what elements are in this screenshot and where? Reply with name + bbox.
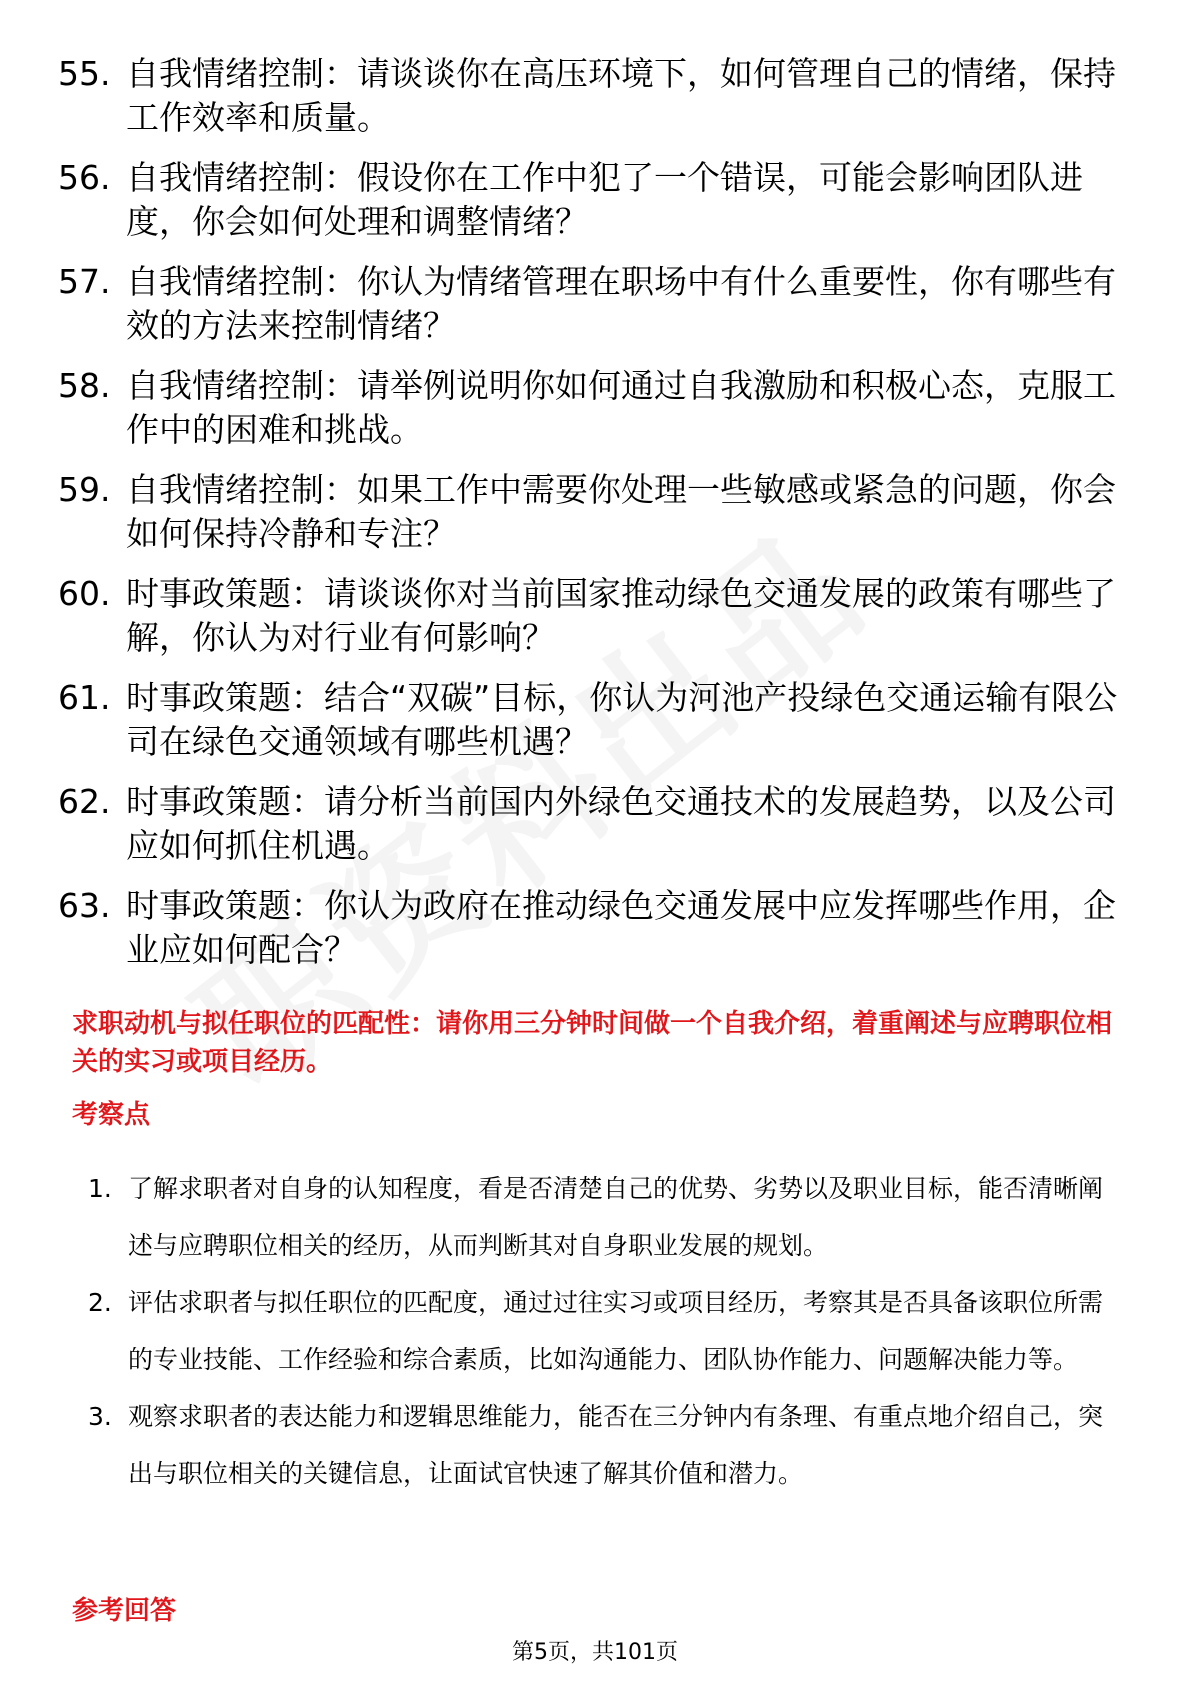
question-number: 62. xyxy=(58,782,111,821)
question-item xyxy=(58,364,1118,452)
question-number: 56. xyxy=(58,158,111,197)
page-footer: 第5页，共101页 xyxy=(512,1640,678,1665)
question-text: 时事政策题：结合“双碳”目标，你认为河池产投绿色交通运输有限公司在绿色交通领域有哪些机遇？ xyxy=(126,678,1118,761)
point-number: 3. xyxy=(88,1402,112,1431)
assessment-points-heading: 考察点 xyxy=(72,1100,151,1130)
question-text: 自我情绪控制：你认为情绪管理在职场中有什么重要性，你有哪些有效的方法来控制情绪？ xyxy=(126,262,1116,345)
assessment-point-item xyxy=(88,1274,1118,1388)
assessment-point-item xyxy=(88,1160,1118,1274)
question-number: 55. xyxy=(58,54,111,93)
question-number: 59. xyxy=(58,470,111,509)
section-heading: 求职动机与拟任职位的匹配性：请你用三分钟时间做一个自我介绍，着重阐述与应聘职位相关的实习或项目经历。 xyxy=(72,1009,1113,1077)
assessment-point-item xyxy=(88,1388,1118,1502)
question-item xyxy=(58,468,1118,556)
point-number: 2. xyxy=(88,1288,112,1317)
question-item xyxy=(58,676,1118,764)
question-item xyxy=(58,260,1118,348)
question-number: 58. xyxy=(58,366,111,405)
reference-answer-heading: 参考回答 xyxy=(72,1596,177,1626)
question-text: 自我情绪控制：假设你在工作中犯了一个错误，可能会影响团队进度，你会如何处理和调整情绪？ xyxy=(126,158,1083,241)
point-number: 1. xyxy=(88,1174,112,1203)
question-text: 自我情绪控制：请举例说明你如何通过自我激励和积极心态，克服工作中的困难和挑战。 xyxy=(126,366,1116,449)
point-text: 观察求职者的表达能力和逻辑思维能力，能否在三分钟内有条理、有重点地介绍自己，突出与职位相关的关键信息，让面试官快速了解其价值和潜力。 xyxy=(128,1402,1104,1488)
question-text: 时事政策题：你认为政府在推动绿色交通发展中应发挥哪些作用，企业应如何配合？ xyxy=(126,886,1116,969)
question-number: 57. xyxy=(58,262,111,301)
question-item xyxy=(58,52,1118,140)
question-number: 60. xyxy=(58,574,111,613)
question-item xyxy=(58,156,1118,244)
question-list xyxy=(58,52,1118,988)
point-text: 了解求职者对自身的认知程度，看是否清楚自己的优势、劣势以及职业目标，能否清晰阐述与应聘职位相关的经历，从而判断其对自身职业发展的规划。 xyxy=(128,1174,1104,1260)
question-text: 时事政策题：请分析当前国内外绿色交通技术的发展趋势，以及公司应如何抓住机遇。 xyxy=(126,782,1116,865)
assessment-point-list xyxy=(88,1160,1118,1502)
question-text: 时事政策题：请谈谈你对当前国家推动绿色交通发展的政策有哪些了解，你认为对行业有何影响？ xyxy=(126,574,1116,657)
question-number: 63. xyxy=(58,886,111,925)
question-item xyxy=(58,884,1118,972)
question-item xyxy=(58,572,1118,660)
question-item xyxy=(58,780,1118,868)
question-number: 61. xyxy=(58,678,111,717)
question-text: 自我情绪控制：请谈谈你在高压环境下，如何管理自己的情绪，保持工作效率和质量。 xyxy=(126,54,1116,137)
question-text: 自我情绪控制：如果工作中需要你处理一些敏感或紧急的问题，你会如何保持冷静和专注？ xyxy=(126,470,1116,553)
point-text: 评估求职者与拟任职位的匹配度，通过过往实习或项目经历，考察其是否具备该职位所需的专业技能、工作经验和综合素质，比如沟通能力、团队协作能力、问题解决能力等。 xyxy=(128,1288,1104,1374)
